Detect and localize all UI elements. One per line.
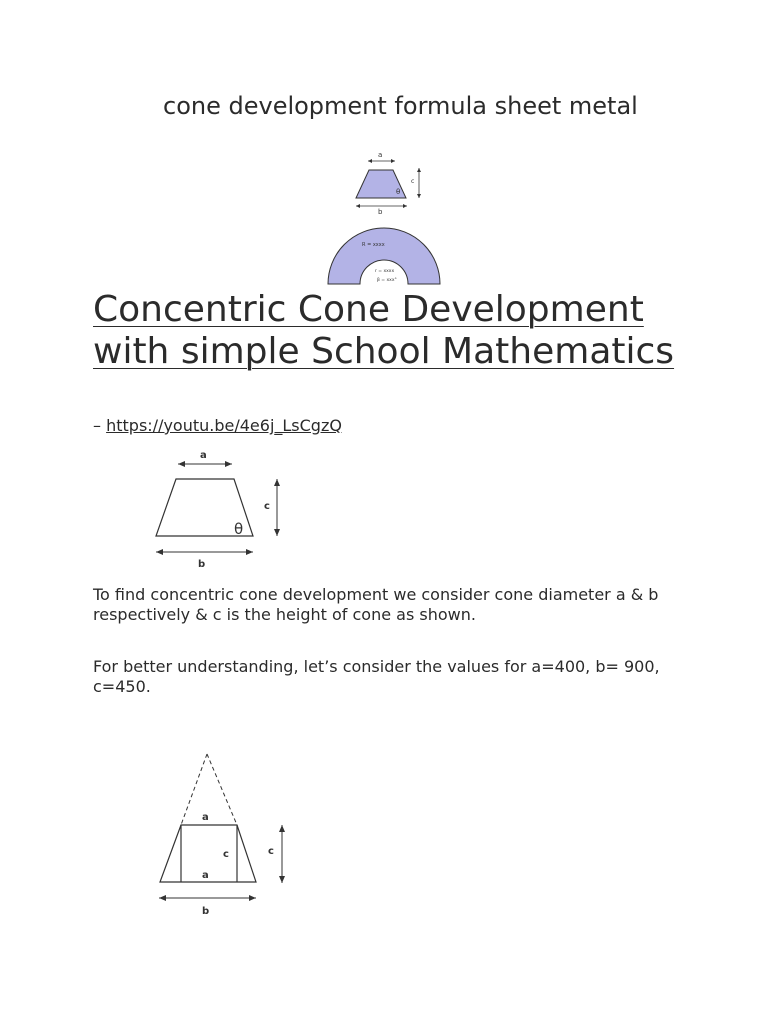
thumbnail-label-r: r = xxxx: [375, 269, 395, 274]
thumbnail-label-b: b: [378, 208, 383, 216]
cone-apex-dash-right: [207, 754, 237, 825]
thumbnail-label-R: R = xxxx: [362, 242, 385, 248]
thumbnail-label-a: a: [378, 151, 383, 159]
document-title: [93, 91, 653, 121]
thumbnail-arc-development-figure: [322, 226, 446, 288]
paragraph-intro: To find concentric cone development we consider cone diameter a & b respectively & c is the height of cone as shown.: [93, 585, 659, 624]
video-link-line: [93, 416, 342, 436]
cone-figure: [150, 748, 300, 920]
trapezoid-label-a: a: [200, 450, 207, 461]
cone-label-b: b: [202, 906, 210, 917]
trapezoid-label-theta: θ: [234, 520, 244, 538]
document-title-text: cone development formula sheet metal: [163, 92, 638, 120]
cone-label-c-inner: c: [223, 849, 229, 860]
cone-label-c-outer: c: [268, 846, 274, 857]
thumbnail-trapezoid-figure: [350, 148, 440, 216]
trapezoid-label-c: c: [264, 501, 270, 512]
youtube-link[interactable]: https://youtu.be/4e6j_LsCgzQ: [106, 416, 342, 435]
trapezoid-figure: [148, 445, 298, 575]
paragraph-values: For better understanding, let’s consider the values for a=400, b= 900, c=450.: [93, 657, 660, 696]
cone-label-a-top: a: [202, 812, 209, 823]
thumbnail-label-c: c: [411, 178, 415, 185]
thumbnail-arc-shape: [328, 228, 440, 284]
article-heading: Concentric Cone Development with simple School Mathematics: [93, 289, 675, 372]
link-prefix: –: [93, 416, 107, 435]
thumbnail-label-beta: β = xxx°: [377, 278, 397, 283]
trapezoid-label-b: b: [198, 559, 206, 570]
cone-label-a-bottom: a: [202, 870, 209, 881]
thumbnail-label-theta: θ: [396, 188, 401, 196]
